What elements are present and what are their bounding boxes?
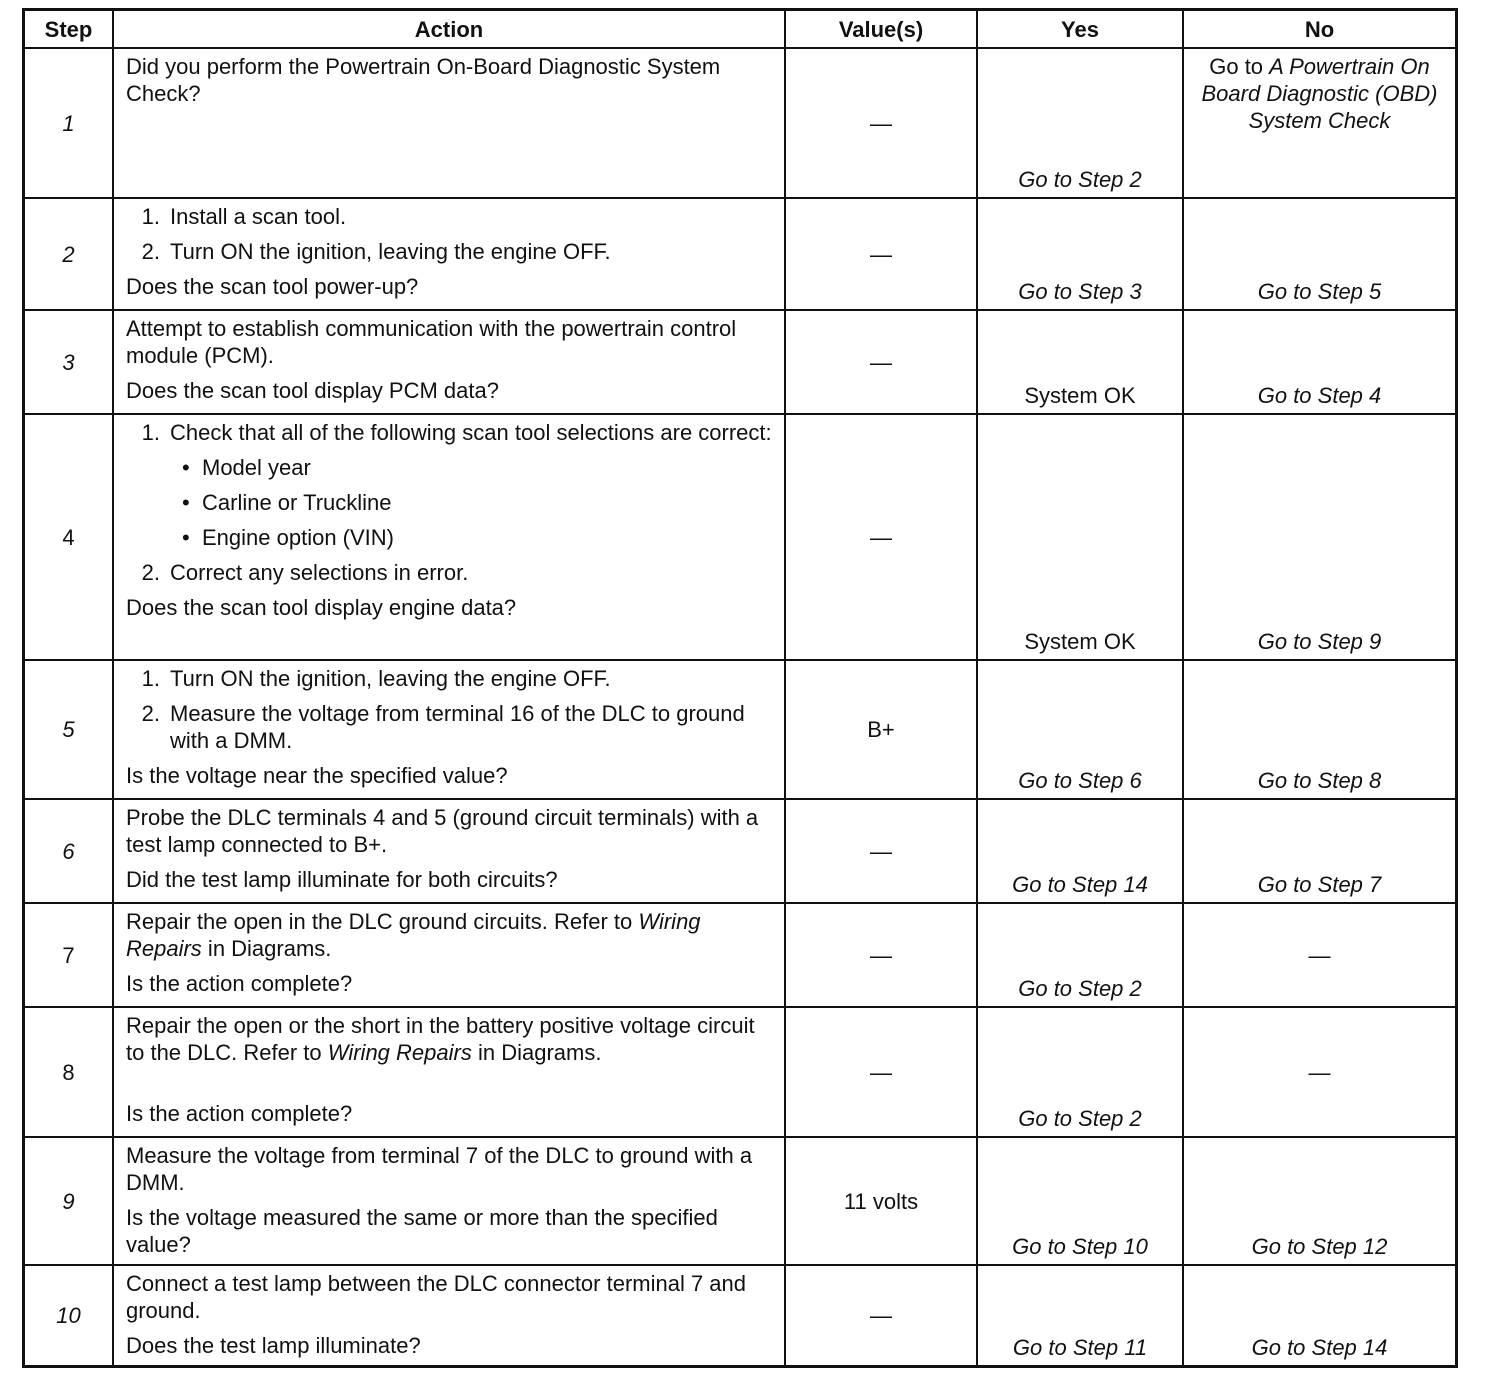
action-text: Check that all of the following scan tool selections are correct: bbox=[170, 420, 772, 445]
action-cell bbox=[113, 660, 785, 799]
action-paragraph bbox=[126, 908, 772, 962]
action-paragraph bbox=[126, 53, 772, 107]
action-paragraph bbox=[126, 594, 772, 621]
bullet-item bbox=[126, 489, 772, 516]
action-text: Wiring Repairs bbox=[126, 909, 701, 961]
value-cell: — bbox=[785, 1265, 977, 1366]
no-cell: — bbox=[1183, 903, 1457, 1007]
no-cell: Go to Step 14 bbox=[1183, 1265, 1457, 1366]
value-cell: — bbox=[785, 48, 977, 198]
action-paragraph bbox=[126, 970, 772, 997]
action-cell bbox=[113, 414, 785, 660]
action-text: Model year bbox=[202, 455, 311, 480]
action-cell bbox=[113, 1137, 785, 1265]
yes-cell: Go to Step 2 bbox=[977, 903, 1183, 1007]
action-cell bbox=[113, 903, 785, 1007]
yes-cell: Go to Step 3 bbox=[977, 198, 1183, 310]
action-cell bbox=[113, 1265, 785, 1366]
step-number: 3 bbox=[24, 310, 114, 414]
bullet-icon: • bbox=[182, 525, 190, 550]
action-text: Does the scan tool power-up? bbox=[126, 274, 419, 299]
table-row bbox=[24, 198, 1457, 310]
action-paragraph bbox=[126, 866, 772, 893]
action-text: Attempt to establish communication with the powertrain control module (PCM). bbox=[126, 316, 737, 368]
step-number: 4 bbox=[24, 414, 114, 660]
action-text: Is the voltage measured the same or more than the specified value? bbox=[126, 1205, 718, 1257]
yes-cell: Go to Step 2 bbox=[977, 1007, 1183, 1137]
value-cell: — bbox=[785, 903, 977, 1007]
action-paragraph bbox=[126, 1142, 772, 1196]
table-row bbox=[24, 660, 1457, 799]
action-cell bbox=[113, 1007, 785, 1137]
table-row bbox=[24, 1265, 1457, 1366]
action-paragraph bbox=[126, 1332, 772, 1359]
table-row bbox=[24, 48, 1457, 198]
action-text: Is the action complete? bbox=[126, 971, 353, 996]
action-step bbox=[126, 559, 772, 586]
table-row bbox=[24, 903, 1457, 1007]
no-cell: Go to Step 7 bbox=[1183, 799, 1457, 903]
action-text: Is the action complete? bbox=[126, 1101, 353, 1126]
action-cell bbox=[113, 799, 785, 903]
step-number: 5 bbox=[24, 660, 114, 799]
action-paragraph bbox=[126, 377, 772, 404]
table-row bbox=[24, 310, 1457, 414]
value-cell: — bbox=[785, 310, 977, 414]
action-text: Repair the open in the DLC ground circuits. Refer to bbox=[126, 909, 639, 934]
step-index: 1. bbox=[141, 666, 160, 691]
table-row bbox=[24, 414, 1457, 660]
action-paragraph bbox=[126, 1270, 772, 1324]
step-number: 9 bbox=[24, 1137, 114, 1265]
action-text: Does the scan tool display PCM data? bbox=[126, 378, 499, 403]
header-row bbox=[24, 10, 1457, 49]
table-row bbox=[24, 1007, 1457, 1137]
value-cell: — bbox=[785, 414, 977, 660]
action-text: Measure the voltage from terminal 7 of the DLC to ground with a DMM. bbox=[126, 1143, 753, 1195]
action-text: Turn ON the ignition, leaving the engine OFF. bbox=[170, 239, 611, 264]
action-text: Does the test lamp illuminate? bbox=[126, 1333, 421, 1358]
header-yes: Yes bbox=[977, 10, 1183, 49]
yes-cell: Go to Step 2 bbox=[977, 48, 1183, 198]
value-cell: — bbox=[785, 799, 977, 903]
header-step: Step bbox=[24, 10, 114, 49]
diagnostic-table bbox=[22, 8, 1458, 1368]
action-text: Does the scan tool display engine data? bbox=[126, 595, 517, 620]
action-paragraph bbox=[126, 762, 772, 789]
yes-cell: System OK bbox=[977, 310, 1183, 414]
no-cell: Go to Step 5 bbox=[1183, 198, 1457, 310]
action-step bbox=[126, 665, 772, 692]
action-text: Turn ON the ignition, leaving the engine OFF. bbox=[170, 666, 611, 691]
step-index: 2. bbox=[141, 239, 160, 264]
action-text: Engine option (VIN) bbox=[202, 525, 394, 550]
no-cell: — bbox=[1183, 1007, 1457, 1137]
action-cell bbox=[113, 198, 785, 310]
yes-cell: Go to Step 6 bbox=[977, 660, 1183, 799]
no-cell: Go to Step 9 bbox=[1183, 414, 1457, 660]
action-text: in Diagrams. bbox=[201, 936, 332, 961]
step-number: 10 bbox=[24, 1265, 114, 1366]
action-text: Is the voltage near the specified value? bbox=[126, 763, 508, 788]
step-number: 7 bbox=[24, 903, 114, 1007]
action-text: Measure the voltage from terminal 16 of the DLC to ground with a DMM. bbox=[170, 701, 745, 753]
action-text: Carline or Truckline bbox=[202, 490, 392, 515]
spacer bbox=[126, 1074, 772, 1100]
step-number: 8 bbox=[24, 1007, 114, 1137]
action-paragraph bbox=[126, 804, 772, 858]
step-index: 1. bbox=[141, 204, 160, 229]
action-text: Repair the open or the short in the battery positive voltage circuit to the DLC. Refer to bbox=[126, 1013, 755, 1065]
no-cell: Go to Step 12 bbox=[1183, 1137, 1457, 1265]
action-step bbox=[126, 419, 772, 446]
bullet-item bbox=[126, 454, 772, 481]
bullet-item bbox=[126, 524, 772, 551]
action-paragraph bbox=[126, 1100, 772, 1127]
step-index: 2. bbox=[141, 701, 160, 726]
bullet-icon: • bbox=[182, 455, 190, 480]
value-cell: — bbox=[785, 1007, 977, 1137]
value-cell: — bbox=[785, 198, 977, 310]
action-text: Wiring Repairs bbox=[327, 1040, 472, 1065]
action-text: Connect a test lamp between the DLC connector terminal 7 and ground. bbox=[126, 1271, 747, 1323]
header-values: Value(s) bbox=[785, 10, 977, 49]
action-step bbox=[126, 238, 772, 265]
yes-cell: Go to Step 11 bbox=[977, 1265, 1183, 1366]
action-text: in Diagrams. bbox=[471, 1040, 602, 1065]
action-paragraph bbox=[126, 1204, 772, 1258]
action-text: Correct any selections in error. bbox=[170, 560, 469, 585]
no-cell: Go to Step 8 bbox=[1183, 660, 1457, 799]
action-step bbox=[126, 203, 772, 230]
yes-cell: System OK bbox=[977, 414, 1183, 660]
action-paragraph bbox=[126, 1012, 772, 1066]
no-text: A Powertrain On Board Diagnostic (OBD) System Check bbox=[1201, 54, 1438, 133]
no-cell: Go to Step 4 bbox=[1183, 310, 1457, 414]
action-paragraph bbox=[126, 315, 772, 369]
table-row bbox=[24, 1137, 1457, 1265]
header-action: Action bbox=[113, 10, 785, 49]
header-no: No bbox=[1183, 10, 1457, 49]
action-paragraph bbox=[126, 273, 772, 300]
action-step bbox=[126, 700, 772, 754]
action-text: Did you perform the Powertrain On-Board Diagnostic System Check? bbox=[126, 54, 721, 106]
step-index: 2. bbox=[141, 560, 160, 585]
step-number: 2 bbox=[24, 198, 114, 310]
action-cell bbox=[113, 310, 785, 414]
action-text: Probe the DLC terminals 4 and 5 (ground circuit terminals) with a test lamp connected to B+. bbox=[126, 805, 759, 857]
step-index: 1. bbox=[141, 420, 160, 445]
no-cell bbox=[1183, 48, 1457, 198]
step-number: 1 bbox=[24, 48, 114, 198]
value-cell: 11 volts bbox=[785, 1137, 977, 1265]
value-cell: B+ bbox=[785, 660, 977, 799]
step-number: 6 bbox=[24, 799, 114, 903]
yes-cell: Go to Step 14 bbox=[977, 799, 1183, 903]
no-text: Go to bbox=[1209, 54, 1270, 79]
table-row bbox=[24, 799, 1457, 903]
action-cell bbox=[113, 48, 785, 198]
action-text: Install a scan tool. bbox=[170, 204, 347, 229]
action-text: Did the test lamp illuminate for both circuits? bbox=[126, 867, 558, 892]
bullet-icon: • bbox=[182, 490, 190, 515]
yes-cell: Go to Step 10 bbox=[977, 1137, 1183, 1265]
